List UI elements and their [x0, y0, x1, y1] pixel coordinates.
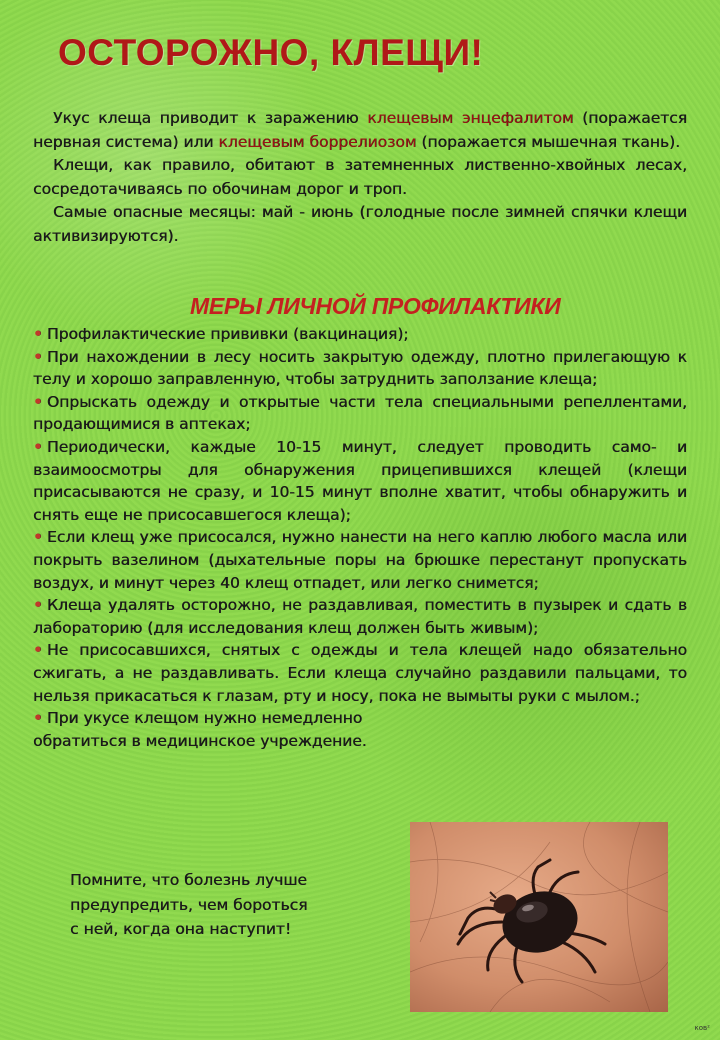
- bullet-icon: •: [33, 528, 43, 547]
- intro-text: [33, 107, 687, 248]
- section-heading: МЕРЫ ЛИЧНОЙ ПРОФИЛАКТИКИ: [190, 293, 561, 319]
- list-item-text: Клеща удалять осторожно, не раздавливая, поместить в пузырек и сдать в лабораторию (для исследования клещ должен быть живым);: [33, 596, 687, 637]
- bullet-icon: •: [33, 392, 43, 411]
- list-item: [33, 436, 687, 526]
- list-item-text: Периодически, каждые 10-15 минут, следует проводить само- и взаимоосмотры для обнаружения прицепившихся клещей (клещи присасываются не сразу, и 10-15 минут вполне хватит, чтобы обнаружить и снять еще не присосавшегося клеща);: [33, 437, 687, 524]
- list-item-text: При нахождении в лесу носить закрытую одежду, плотно прилегающую к телу и хорошо заправленную, чтобы затруднить заползание клеща;: [33, 347, 687, 389]
- reminder-line: Помните, что болезнь лучше: [70, 871, 307, 889]
- bullet-icon: •: [33, 347, 43, 366]
- list-item-text: Если клещ уже присосался, нужно нанести на него каплю любого масла или покрыть вазелином (дыхательные поры на брюшке перестанут пропускать воздух, и минут через 40 клещ отпадет, или легко снимется;: [33, 528, 687, 592]
- intro-paragraph-1: [33, 107, 687, 154]
- intro-text-part: (поражается мышечная ткань).: [416, 132, 680, 151]
- list-item: [33, 346, 687, 391]
- list-item: [33, 707, 403, 752]
- tick-photo: [410, 822, 668, 1012]
- intro-text-part: Укус клеща приводит к заражению: [53, 109, 368, 127]
- intro-text-part: (поражается нервная система) или: [33, 109, 687, 151]
- list-item-text: Профилактические прививки (вакцинация);: [46, 325, 409, 343]
- highlight-encephalitis: клещевым энцефалитом: [367, 109, 574, 127]
- list-item-text: При укусе клещом нужно немедленно обратиться в медицинское учреждение.: [33, 709, 367, 750]
- list-item: [33, 594, 687, 639]
- page-title: ОСТОРОЖНО, КЛЕЩИ!: [58, 32, 484, 73]
- corner-mark: ков²: [694, 1024, 710, 1032]
- reminder-line: предупредить, чем бороться: [70, 895, 308, 914]
- tick-illustration: [410, 822, 668, 1012]
- intro-paragraph-3: Самые опасные месяцы: май - июнь (голодные после зимней спячки клещи активизируются).: [33, 203, 687, 245]
- bullet-icon: •: [33, 437, 43, 456]
- list-item-text: Не присосавшихся, снятых с одежды и тела клещей надо обязательно сжигать, а не раздавливать. Если клеща случайно раздавили пальцами, то нельзя прикасаться к глазам, рту и носу, пока не вымыты руки с мылом.;: [33, 641, 687, 705]
- list-item: [33, 391, 687, 436]
- reminder-text: [70, 868, 360, 942]
- list-item-text: Опрыскать одежду и открытые части тела специальными репеллентами, продающимися в аптеках;: [33, 392, 687, 434]
- bullet-icon: •: [33, 709, 43, 728]
- bullet-icon: •: [33, 596, 43, 615]
- highlight-borreliosis: клещевым боррелиозом: [218, 132, 417, 151]
- list-item: [33, 323, 687, 346]
- reminder-line: с ней, когда она наступит!: [70, 920, 292, 938]
- bullet-icon: •: [33, 325, 43, 343]
- list-item: [33, 526, 687, 594]
- prevention-list: [33, 323, 687, 752]
- intro-paragraph-2: Клещи, как правило, обитают в затемненных лиственно-хвойных лесах, сосредотачиваясь по обочинам дорог и троп.: [33, 156, 687, 198]
- list-item: [33, 639, 687, 707]
- bullet-icon: •: [33, 641, 43, 660]
